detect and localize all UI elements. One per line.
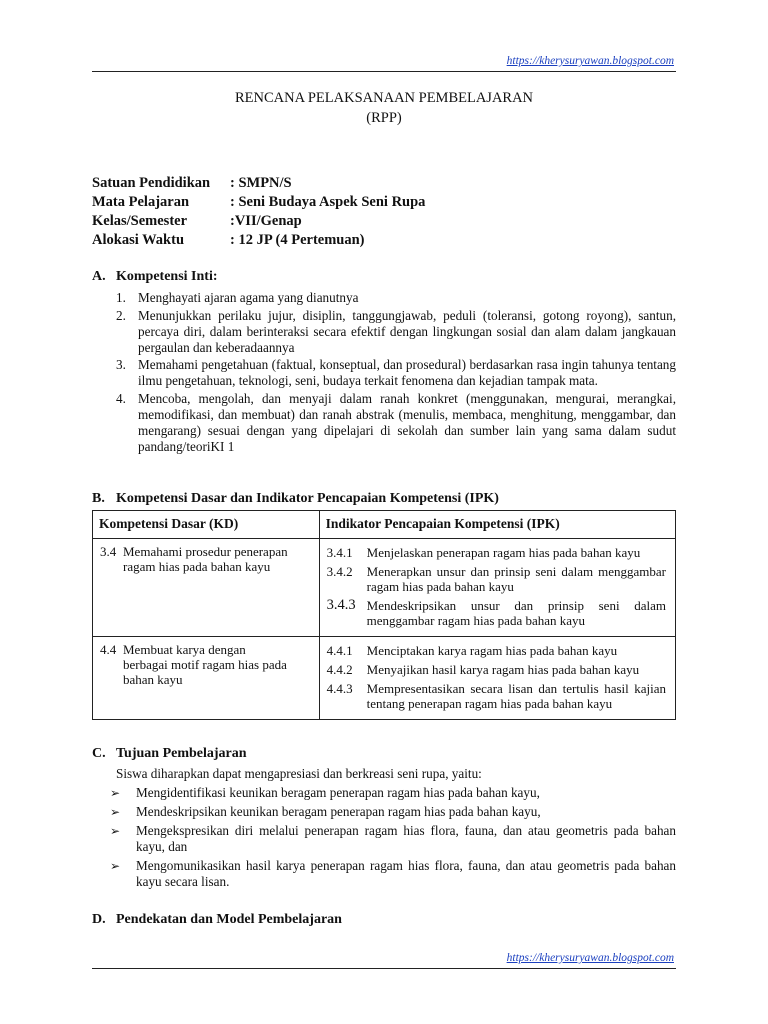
identity-value: : SMPN/S xyxy=(230,175,292,191)
section-title: Pendekatan dan Model Pembelajaran xyxy=(116,912,342,927)
arrow-bullet-icon: ➢ xyxy=(110,786,121,800)
list-item xyxy=(116,391,676,455)
ipk-item xyxy=(327,643,666,658)
item-number: 2. xyxy=(116,307,126,323)
list-item xyxy=(116,290,676,306)
section-letter: D. xyxy=(92,912,106,927)
kd-cell xyxy=(93,539,320,637)
ipk-item xyxy=(327,564,666,594)
ipk-item xyxy=(327,545,666,560)
item-text: Mengekspresikan diri melalui penerapan ragam hias flora, fauna, dan atau geometris pada bahan kayu, dan xyxy=(136,823,676,854)
header-link[interactable]: https://kherysuryawan.blogspot.com xyxy=(506,55,674,67)
ipk-item xyxy=(327,681,666,711)
list-item xyxy=(110,858,676,890)
ipk-number: 3.4.3 xyxy=(326,597,356,613)
table-row xyxy=(93,637,676,720)
column-header: Indikator Pencapaian Kompetensi (IPK) xyxy=(319,511,675,539)
arrow-bullet-icon: ➢ xyxy=(110,824,121,838)
tujuan-intro: Siswa diharapkan dapat mengapresiasi dan berkreasi seni rupa, yaitu: xyxy=(116,766,482,781)
kd-text: Memahami prosedur penerapan ragam hias pada bahan kayu xyxy=(123,544,288,574)
ipk-number: 3.4.1 xyxy=(326,545,353,560)
section-title: Tujuan Pembelajaran xyxy=(116,746,247,761)
item-text: Mengomunikasikan hasil karya penerapan ragam hias flora, fauna, dan atau geometris pada bahan kayu secara lisan. xyxy=(136,858,676,889)
section-title: Kompetensi Dasar dan Indikator Pencapaian Kompetensi (IPK) xyxy=(116,491,499,506)
header-rule xyxy=(92,71,676,72)
section-a-heading xyxy=(92,269,218,285)
item-text: Mendeskripsikan keunikan beragam penerapan ragam hias pada bahan kayu, xyxy=(136,804,541,819)
ipk-item xyxy=(327,598,666,628)
item-number: 1. xyxy=(116,290,126,305)
ipk-text: Mempresentasikan secara lisan dan tertulis hasil kajian tentang penerapan ragam hias pada bahan kayu xyxy=(366,681,666,711)
section-letter: A. xyxy=(92,269,106,284)
section-letter: B. xyxy=(92,491,105,506)
list-item xyxy=(116,308,676,356)
footer-link[interactable]: https://kherysuryawan.blogspot.com xyxy=(506,952,674,964)
table-row xyxy=(93,539,676,637)
section-b-heading xyxy=(92,491,499,507)
ipk-number: 4.4.2 xyxy=(326,662,353,677)
identity-label: Alokasi Waktu xyxy=(92,232,185,248)
item-text: Mengidentifikasi keunikan beragam penerapan ragam hias pada bahan kayu, xyxy=(136,785,540,800)
ipk-text: Mendeskripsikan unsur dan prinsip seni dalam menggambar ragam hias pada bahan kayu xyxy=(366,598,666,628)
ipk-number: 4.4.3 xyxy=(326,681,353,696)
ipk-text: Menyajikan hasil karya ragam hias pada bahan kayu xyxy=(366,662,640,677)
identity-label: Kelas/Semester xyxy=(92,213,188,229)
identity-value: : Seni Budaya Aspek Seni Rupa xyxy=(230,194,426,210)
kd-number: 3.4 xyxy=(100,544,117,559)
kd-ipk-table xyxy=(92,510,676,720)
tujuan-list xyxy=(110,785,676,893)
ipk-cell xyxy=(319,637,675,720)
ipk-item xyxy=(327,662,666,677)
doc-subtitle: (RPP) xyxy=(366,110,402,126)
footer-rule xyxy=(92,968,676,969)
ipk-text: Menerapkan unsur dan prinsip seni dalam menggambar ragam hias pada bahan kayu xyxy=(366,564,666,594)
identity-label: Satuan Pendidikan xyxy=(92,175,211,191)
section-title: Kompetensi Inti: xyxy=(116,269,218,284)
item-text: Menghayati ajaran agama yang dianutnya xyxy=(138,290,359,305)
section-c-heading xyxy=(92,746,247,762)
column-header: Kompetensi Dasar (KD) xyxy=(93,511,320,539)
identity-label: Mata Pelajaran xyxy=(92,194,190,210)
table-header-row xyxy=(93,511,676,539)
doc-title: RENCANA PELAKSANAAN PEMBELAJARAN xyxy=(234,90,534,106)
ipk-text: Menciptakan karya ragam hias pada bahan kayu xyxy=(366,643,618,658)
identity-value: : 12 JP (4 Pertemuan) xyxy=(230,232,365,248)
kd-text: Membuat karya dengan berbagai motif ragam hias pada bahan kayu xyxy=(123,642,287,687)
list-item xyxy=(116,357,676,389)
section-d-heading xyxy=(92,912,342,928)
identity-value: :VII/Genap xyxy=(230,213,302,229)
ipk-number: 4.4.1 xyxy=(326,643,353,658)
ipk-number: 3.4.2 xyxy=(326,564,353,579)
kompetensi-inti-list xyxy=(116,290,676,456)
item-number: 3. xyxy=(116,357,126,372)
item-number: 4. xyxy=(116,390,126,406)
kd-cell xyxy=(93,637,320,720)
section-letter: C. xyxy=(92,746,106,761)
item-text: Menunjukkan perilaku jujur, disiplin, tanggungjawab, peduli (toleransi, gotong royong), santun, percaya diri, dalam berinteraksi secara efektif dengan lingkungan sosial dan alam dalam jangkauan pergaulan dan keberadaannya xyxy=(138,307,676,355)
ipk-text: Menjelaskan penerapan ragam hias pada bahan kayu xyxy=(366,545,641,560)
arrow-bullet-icon: ➢ xyxy=(110,859,121,873)
list-item xyxy=(110,823,676,855)
item-text: Memahami pengetahuan (faktual, konseptual, dan prosedural) berdasarkan rasa ingin tahunya tentang ilmu pengetahuan, teknologi, seni, budaya terkait fenomena dan kejadian tampak mata. xyxy=(138,357,676,388)
ipk-cell xyxy=(319,539,675,637)
list-item xyxy=(110,785,676,801)
kd-number: 4.4 xyxy=(100,642,117,657)
item-text: Mencoba, mengolah, dan menyaji dalam ranah konkret (menggunakan, mengurai, merangkai, memodifikasi, dan membuat) dan ranah abstrak (menulis, membaca, menghitung, menggambar, dan mengarang) sesuai dengan yang dipelajari di sekolah dan sumber lain yang sama dalam sudut pandang/teoriKI 1 xyxy=(138,390,676,454)
arrow-bullet-icon: ➢ xyxy=(110,805,121,819)
list-item xyxy=(110,804,676,820)
